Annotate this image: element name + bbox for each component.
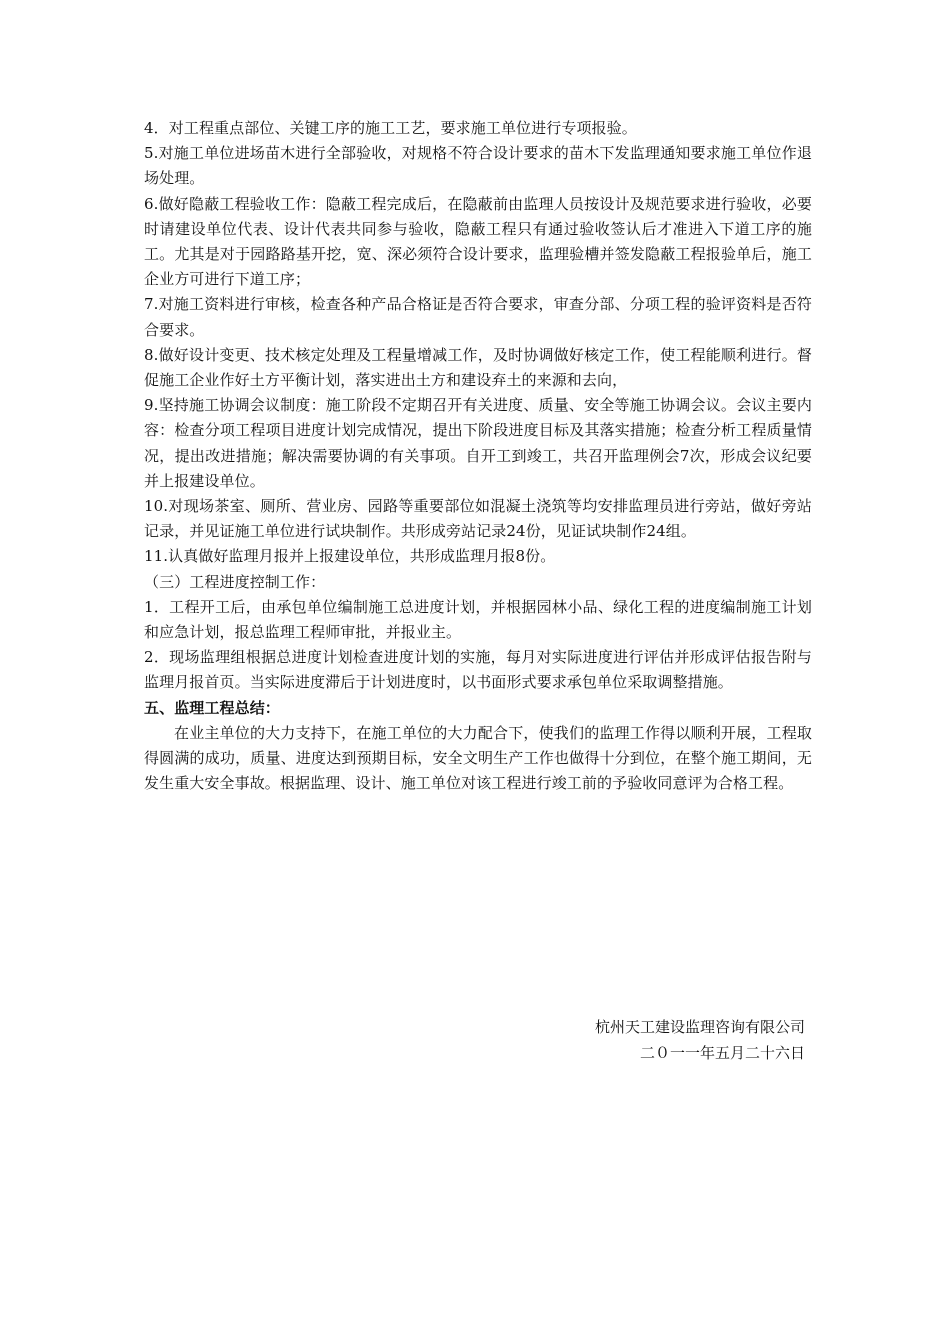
paragraph-item-5: 5.对施工单位进场苗木进行全部验收，对规格不符合设计要求的苗木下发监理通知要求施工单位作退场处理。 — [144, 144, 812, 188]
paragraph-item-4: 4．对工程重点部位、关键工序的施工工艺，要求施工单位进行专项报验。 — [144, 119, 637, 137]
paragraph-progress-1: 1．工程开工后，由承包单位编制施工总进度计划，并根据园林小品、绿化工程的进度编制施工计划和应急计划，报总监理工程师审批，并报业主。 — [144, 597, 812, 642]
section-heading-summary: 五、监理工程总结： — [144, 698, 280, 717]
paragraph-item-6: 6.做好隐蔽工程验收工作：隐蔽工程完成后，在隐蔽前由监理人员按设计及规范要求进行验收，必要时请建设单位代表、设计代表共同参与验收，隐蔽工程只有通过验收签认后才准进入下道工序的施工。尤其是对于园路路基开挖，宽、深必须符合设计要求，监理验槽并签发隐蔽工程报验单后，施工企业方可进行下道工序； — [144, 194, 812, 289]
paragraph-item-9: 9.坚持施工协调会议制度：施工阶段不定期召开有关进度、质量、安全等施工协调会议。会议主要内容：检查分项工程项目进度计划完成情况，提出下阶段进度目标及其落实措施；检查分析工程质量情况，提出改进措施；解决需要协调的有关事项。自开工到竣工，共召开监理例会7次，形成会议纪要并上报建设单位。 — [144, 396, 812, 490]
paragraph-item-10: 10.对现场茶室、厕所、营业房、园路等重要部位如混凝土浇筑等均安排监理员进行旁站，做好旁站记录，并见证施工单位进行试块制作。共形成旁站记录24份，见证试块制作24组。 — [144, 497, 812, 541]
document-body — [144, 116, 812, 796]
company-name: 杭州天工建设监理咨询有限公司 — [594, 1018, 805, 1036]
paragraph-item-11: 11.认真做好监理月报并上报建设单位，共形成监理月报8份。 — [144, 547, 556, 566]
signature-date: 二０一一年五月二十六日 — [639, 1044, 805, 1062]
paragraph-progress-2: 2．现场监理组根据总进度计划检查进度计划的实施，每月对实际进度进行评估并形成评估报告附与监理月报首页。当实际进度滞后于计划进度时，以书面形式要求承包单位采取调整措施。 — [144, 648, 812, 692]
summary-paragraph: 在业主单位的大力支持下，在施工单位的大力配合下，使我们的监理工作得以顺利开展，工程取得圆满的成功，质量、进度达到预期目标，安全文明生产工作也做得十分到位，在整个施工期间，无发生重大安全事故。根据监理、设计、施工单位对该工程进行竣工前的予验收同意评为合格工程。 — [144, 723, 812, 793]
subsection-heading-progress: （三）工程进度控制工作： — [144, 572, 326, 591]
paragraph-item-7: 7.对施工资料进行审核，检查各种产品合格证是否符合要求，审查分部、分项工程的验评资料是否符合要求。 — [144, 295, 812, 339]
paragraph-item-8: 8.做好设计变更、技术核定处理及工程量增减工作，及时协调做好核定工作，使工程能顺利进行。督促施工企业作好土方平衡计划，落实进出土方和建设弃土的来源和去向， — [144, 345, 812, 390]
signature-block — [405, 1014, 805, 1066]
